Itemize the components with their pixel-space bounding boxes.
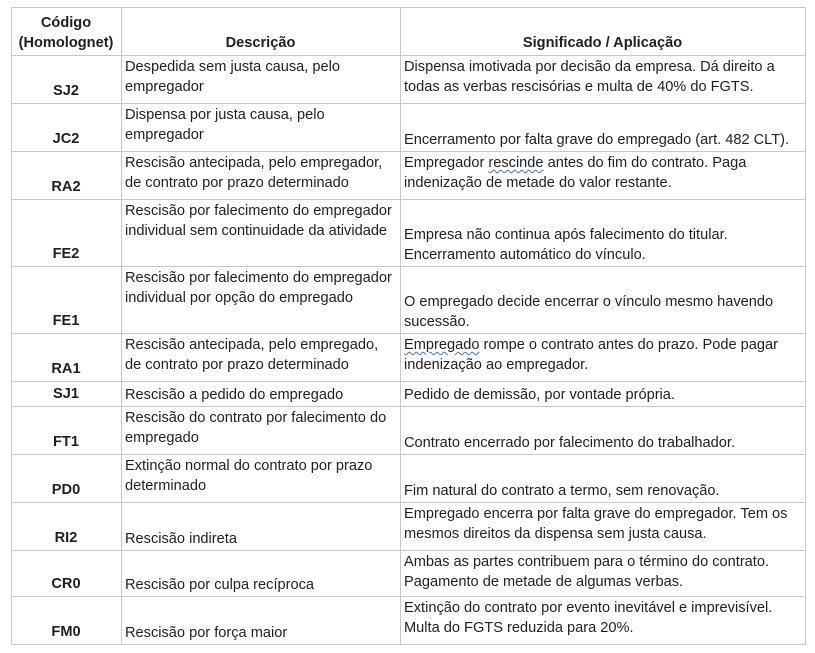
meaning-cell[interactable]: Pedido de demissão, por vontade própria. [401, 382, 806, 407]
meaning-cell[interactable] [401, 152, 806, 200]
meaning-cell[interactable]: Empresa não continua após falecimento do titular. Encerramento automático do vínculo. [401, 200, 806, 267]
header-meaning[interactable]: Significado / Aplicação [401, 8, 806, 56]
meaning-cell[interactable]: Fim natural do contrato a termo, sem renovação. [401, 455, 806, 503]
table-row [12, 503, 806, 551]
table-row [12, 267, 806, 334]
meaning-cell[interactable]: Ambas as partes contribuem para o término do contrato. Pagamento de metade de algumas verbas. [401, 551, 806, 597]
table-row [12, 200, 806, 267]
meaning-text: Empregador [404, 155, 489, 171]
table-row [12, 455, 806, 503]
code-cell[interactable]: FT1 [12, 407, 122, 455]
description-cell[interactable]: Rescisão por força maior [122, 597, 401, 645]
header-code-line1: Código [40, 15, 92, 31]
code-cell[interactable]: RA2 [12, 152, 122, 200]
description-cell[interactable]: Extinção normal do contrato por prazo determinado [122, 455, 401, 503]
meaning-text: rompe o contrato antes do prazo. Pode pagar indenização ao empregador. [404, 337, 779, 373]
meaning-cell[interactable]: Empregado encerra por falta grave do empregador. Tem os mesmos direitos da dispensa sem justa causa. [401, 503, 806, 551]
spellcheck-flagged-word: Empregado [404, 337, 480, 353]
spellcheck-flagged-word: rescinde [488, 155, 544, 171]
code-cell[interactable]: PD0 [12, 455, 122, 503]
description-cell[interactable]: Rescisão por falecimento do empregador individual por opção do empregado [122, 267, 401, 334]
description-cell[interactable]: Rescisão por culpa recíproca [122, 551, 401, 597]
description-cell[interactable]: Despedida sem justa causa, pelo empregador [122, 56, 401, 104]
description-cell[interactable]: Rescisão antecipada, pelo empregado, de contrato por prazo determinado [122, 334, 401, 382]
table-row [12, 56, 806, 104]
table-row [12, 597, 806, 645]
meaning-cell[interactable]: O empregado decide encerrar o vínculo mesmo havendo sucessão. [401, 267, 806, 334]
description-cell[interactable]: Rescisão do contrato por falecimento do empregado [122, 407, 401, 455]
meaning-cell[interactable] [401, 334, 806, 382]
meaning-cell[interactable]: Encerramento por falta grave do empregado (art. 482 CLT). [401, 104, 806, 152]
code-cell[interactable]: JC2 [12, 104, 122, 152]
table-row [12, 382, 806, 407]
termination-codes-table [11, 7, 806, 645]
table-row [12, 152, 806, 200]
code-cell[interactable]: FE1 [12, 267, 122, 334]
meaning-cell[interactable]: Extinção do contrato por evento inevitável e imprevisível. Multa do FGTS reduzida para 20%. [401, 597, 806, 645]
meaning-cell[interactable]: Dispensa imotivada por decisão da empresa. Dá direito a todas as verbas rescisórias e multa de 40% do FGTS. [401, 56, 806, 104]
header-code-line2: (Homolognet) [18, 35, 114, 51]
table-row [12, 334, 806, 382]
code-cell[interactable]: FM0 [12, 597, 122, 645]
description-cell[interactable]: Dispensa por justa causa, pelo empregador [122, 104, 401, 152]
table-row [12, 104, 806, 152]
spreadsheet-table-container [11, 7, 805, 645]
description-cell[interactable]: Rescisão indireta [122, 503, 401, 551]
header-code[interactable] [12, 8, 122, 56]
code-cell[interactable]: SJ2 [12, 56, 122, 104]
description-cell[interactable]: Rescisão antecipada, pelo empregador, de contrato por prazo determinado [122, 152, 401, 200]
table-row [12, 551, 806, 597]
description-cell[interactable]: Rescisão por falecimento do empregador individual sem continuidade da atividade [122, 200, 401, 267]
table-row [12, 407, 806, 455]
description-cell[interactable]: Rescisão a pedido do empregado [122, 382, 401, 407]
code-cell[interactable]: RA1 [12, 334, 122, 382]
code-cell[interactable]: CR0 [12, 551, 122, 597]
code-cell[interactable]: RI2 [12, 503, 122, 551]
meaning-text: antes do fim do contrato. Paga indenização de metade do valor restante. [404, 155, 747, 191]
header-row [12, 8, 806, 56]
meaning-cell[interactable]: Contrato encerrado por falecimento do trabalhador. [401, 407, 806, 455]
code-cell[interactable]: FE2 [12, 200, 122, 267]
header-description[interactable]: Descrição [122, 8, 401, 56]
code-cell[interactable]: SJ1 [12, 382, 122, 407]
